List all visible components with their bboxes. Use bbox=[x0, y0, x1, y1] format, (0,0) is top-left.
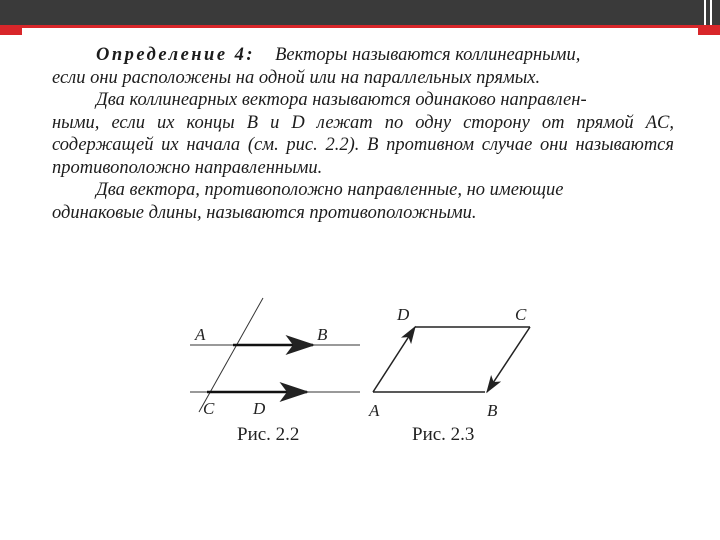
line-ac bbox=[199, 298, 263, 412]
accent-block-right bbox=[698, 25, 720, 35]
accent-line bbox=[22, 25, 698, 28]
label-d: D bbox=[253, 399, 266, 418]
paragraph-1-rest: если они расположены на одной или на параллельных прямых. bbox=[52, 67, 541, 88]
paragraph-3-first-line: Два вектора, противоположно направленные, но имеющие bbox=[96, 180, 564, 200]
paragraph-1 bbox=[96, 44, 674, 67]
definition-title: Определение 4: bbox=[96, 45, 256, 65]
paragraph-2-first-line: Два коллинеарных вектора называются одинаково направлен- bbox=[96, 90, 587, 110]
paragraph-2-rest: ными, если их концы B и D лежат по одну сторону от прямой AC, содержащей их начала (см. рис. 2.2). В противном случае они называются противоположно направленными. bbox=[52, 112, 674, 178]
accent-block-left bbox=[0, 25, 22, 35]
label-a: A bbox=[369, 401, 380, 420]
label-c: C bbox=[203, 399, 215, 418]
figure-2-3-caption: Рис. 2.3 bbox=[412, 424, 475, 445]
paragraph-1-first-line: Векторы называются коллинеарными, bbox=[275, 45, 581, 65]
label-b: B bbox=[487, 401, 498, 420]
label-a: A bbox=[195, 325, 206, 344]
definition-text bbox=[52, 44, 674, 224]
figure-2-3 bbox=[365, 300, 540, 425]
vector-ad bbox=[373, 327, 415, 392]
figure-2-2 bbox=[185, 290, 365, 425]
paragraph-3-rest: одинаковые длины, называются противоположными. bbox=[52, 202, 477, 223]
label-b: B bbox=[317, 325, 328, 344]
figure-2-2-caption: Рис. 2.2 bbox=[237, 424, 300, 445]
slide-top-bar bbox=[0, 0, 720, 25]
slide-corner-lines bbox=[698, 0, 720, 25]
vector-cb bbox=[487, 327, 530, 392]
label-d: D bbox=[397, 305, 410, 324]
label-c: C bbox=[515, 305, 527, 324]
